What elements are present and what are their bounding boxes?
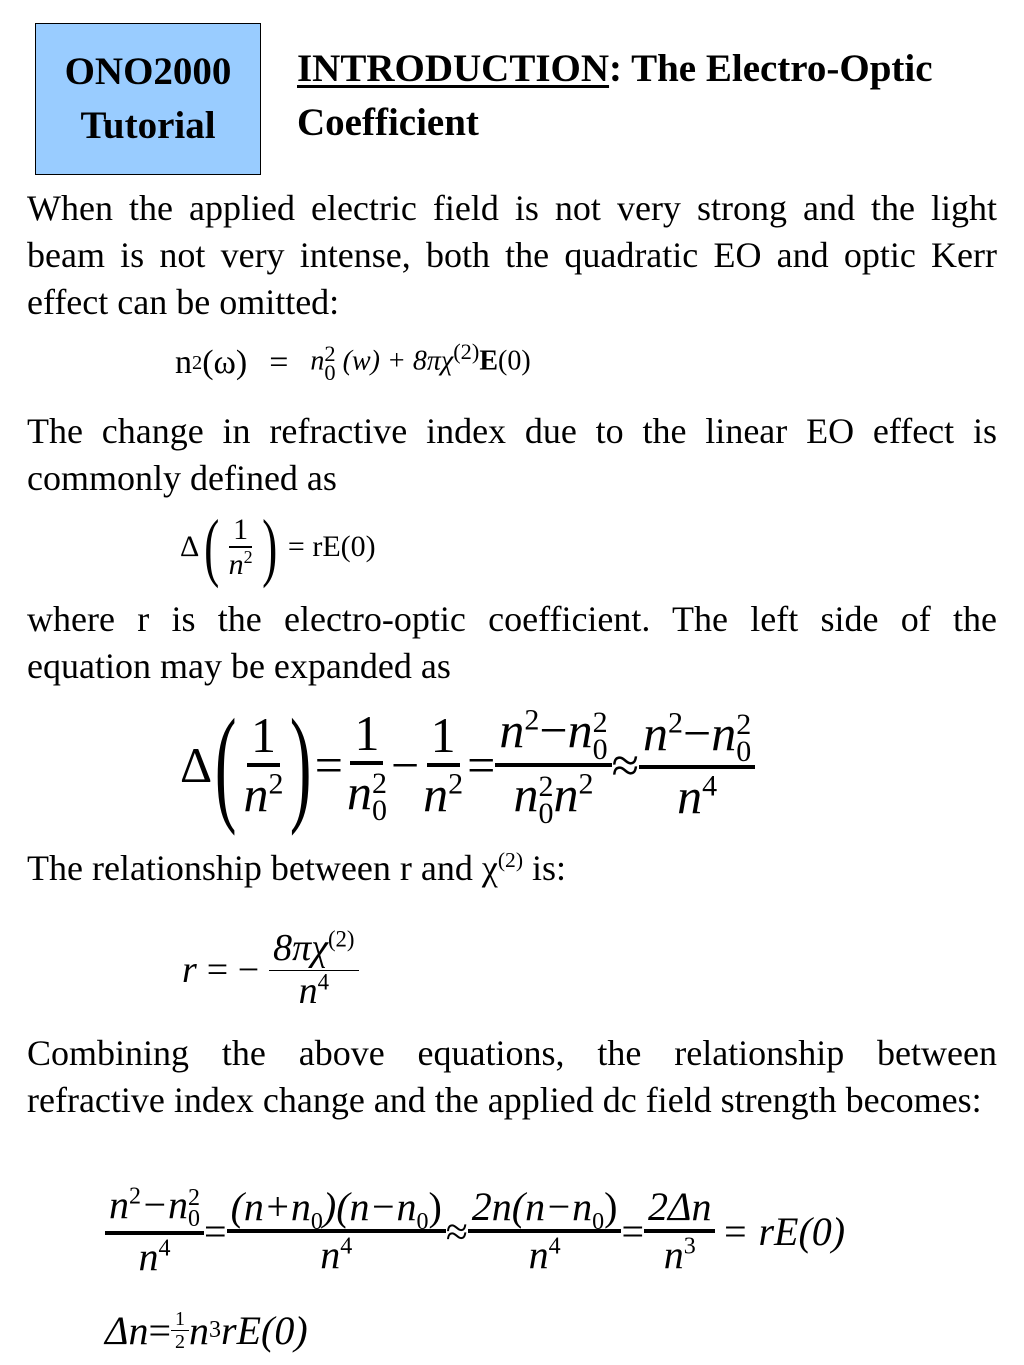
paragraph-5: Combining the above equations, the relationship between refractive index change and the applied dc field strength becomes: [27,1033,997,1120]
paragraph-2: The change in refractive index due to the linear EO effect is commonly defined as [27,411,997,498]
tutorial-badge [35,23,261,175]
paragraph-1: When the applied electric field is not very strong and the light beam is not very intense, both the quadratic EO and optic Kerr effect can be omitted: [27,188,997,322]
equation-1: n 2 (ω) = n 2 0 $(w) + 8\pi\chi^{(2)}E(0)$ [175,339,531,385]
title-rest: : The Electro-Optic Coefficient [297,47,933,144]
equation-4: r = − $\frac{8\pi\chi^{(2)}}{n^4}$ [182,910,359,1030]
badge-line-1: ONO2000 [64,50,232,93]
title-underlined: INTRODUCTION [297,47,610,90]
equation-2: Δ ( $\frac{1}{n^2}$ ) = rE(0) [180,504,376,589]
equation-5: $n^2-n$ 2 0 $n^4$ = $\frac{(n+n_0)(n-n_0)}{n^4}$ ≈ $\frac{2n(n-n_0)}{n^4}$ = $\frac{2\Delta n}{n^3}$ = rE(0) [105,1176,845,1286]
equation-6: Δn = $\frac{1}{2}$ n 3 rE(0) [105,1307,308,1353]
equation-3: Δ ( $\frac{1}{n^2}$ ) = 1 n 2 0 − $\frac{1}{n^2}$ = $n^2-n$ 2 0 n 2 0 $n^2$ ≈ $n^2-n$ 2 0 $n^4$ [180,690,755,840]
paragraph-4: The relationship between r and $\chi^{(2)}$ is: [27,848,567,888]
paragraph-3: where r is the electro-optic coefficient. The left side of the equation may be expanded as [27,599,997,686]
page-title [297,42,997,150]
badge-line-2: Tutorial [80,104,216,147]
